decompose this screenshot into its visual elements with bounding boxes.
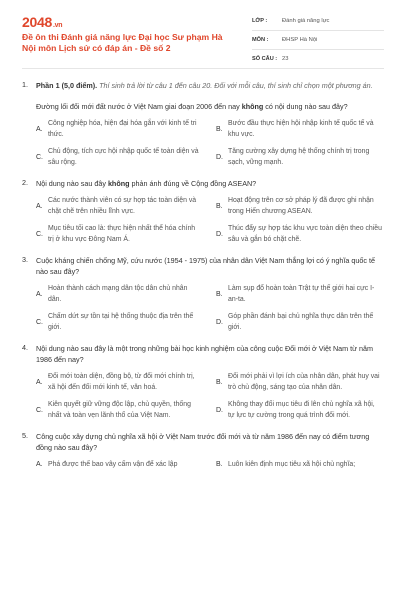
option-text: Không thay đổi mục tiêu đi lên chủ nghĩa xã hội, tự lực tự cường trong quá trình đổi mới. bbox=[228, 401, 375, 419]
option-text: Hoạt động trên cơ sở pháp lý đã được ghi nhận trong Hiến chương ASEAN. bbox=[228, 197, 374, 215]
logo-text: 2048 bbox=[22, 14, 52, 30]
option-a[interactable] bbox=[36, 283, 202, 305]
option-text: Chấm dứt sự tồn tại hệ thống thuộc địa trên thế giới. bbox=[48, 313, 194, 331]
option-text: Đổi mới toàn diện, đồng bộ, từ đổi mới chính trị, xã hội đến đổi mới kinh tế, văn hoá. bbox=[48, 373, 195, 391]
stem-text: phản ánh đúng về Cộng đồng ASEAN? bbox=[129, 179, 257, 188]
meta-label: SỐ CÂU : bbox=[252, 56, 278, 62]
option-text: Hoàn thành cách mạng dân tộc dân chủ nhân dân. bbox=[48, 285, 188, 303]
option-c[interactable] bbox=[36, 311, 202, 333]
options-grid bbox=[36, 118, 382, 168]
question-stem: Cuộc kháng chiến chống Mỹ, cứu nước (1954 - 1975) của nhân dân Việt Nam thắng lợi có ý nghĩa quốc tế nào sau đây? bbox=[36, 256, 375, 276]
option-key: C. bbox=[36, 406, 43, 414]
option-text: Luôn kiên định mục tiêu xã hội chủ nghĩa; bbox=[228, 461, 356, 468]
question-stem: Nội dung nào sau đây là một trong những bài học kinh nghiệm của công cuộc Đổi mới ở Việt Nam từ năm 1986 đến nay? bbox=[36, 344, 373, 364]
options-grid bbox=[36, 371, 382, 421]
stem-text: có nội dung nào sau đây? bbox=[263, 102, 348, 111]
meta-value: 23 bbox=[282, 56, 289, 62]
header-divider bbox=[22, 68, 380, 69]
stem-text: Đường lối đổi mới đất nước ở Việt Nam giai đoạn 2006 đến nay bbox=[36, 102, 242, 111]
option-key: D. bbox=[216, 230, 223, 238]
option-d[interactable] bbox=[216, 311, 382, 333]
header bbox=[0, 0, 400, 66]
question-5 bbox=[22, 431, 382, 470]
option-text: Chủ động, tích cực hội nhập quốc tế toàn diện và sâu rộng. bbox=[48, 148, 199, 166]
stem-text: Nội dung nào sau đây bbox=[36, 179, 108, 188]
option-text: Công nghiệp hóa, hiện đại hóa gắn với kinh tế tri thức. bbox=[48, 120, 197, 138]
option-key: B. bbox=[216, 202, 223, 210]
part-heading bbox=[36, 80, 382, 91]
option-b[interactable] bbox=[216, 283, 382, 305]
meta-label: MÔN : bbox=[252, 37, 269, 43]
option-key: D. bbox=[216, 153, 223, 161]
option-key: B. bbox=[216, 378, 223, 386]
option-text: Bước đầu thực hiện hội nhập kinh tế quốc tế và khu vực. bbox=[228, 120, 374, 138]
option-b[interactable] bbox=[216, 118, 382, 140]
question-2 bbox=[22, 178, 382, 245]
option-d[interactable] bbox=[216, 146, 382, 168]
option-key: B. bbox=[216, 290, 223, 298]
question-number: 1. bbox=[22, 80, 28, 89]
option-b[interactable] bbox=[216, 459, 382, 470]
option-key: C. bbox=[36, 318, 43, 326]
option-a[interactable] bbox=[36, 118, 202, 140]
option-text: Tăng cường xây dựng hệ thống chính trị trong sạch, vững mạnh. bbox=[228, 148, 370, 166]
option-text: Góp phần đánh bại chủ nghĩa thực dân trên thế giới. bbox=[228, 313, 374, 331]
option-key: A. bbox=[36, 461, 43, 468]
meta-row-subject bbox=[252, 31, 384, 50]
question-number: 3. bbox=[22, 255, 28, 264]
option-key: A. bbox=[36, 290, 43, 298]
options-grid bbox=[36, 459, 382, 470]
question-stem: Công cuộc xây dựng chủ nghĩa xã hội ở Việt Nam trước đổi mới và từ năm 1986 đến nay có điểm tương đồng nào sau đây? bbox=[36, 432, 370, 452]
option-d[interactable] bbox=[216, 399, 382, 421]
options-grid bbox=[36, 283, 382, 333]
option-key: B. bbox=[216, 461, 223, 468]
option-text: Đổi mới phải vì lợi ích của nhân dân, phát huy vai trò chủ động, sáng tạo của nhân dân. bbox=[228, 373, 380, 391]
option-key: A. bbox=[36, 202, 43, 210]
logo-suffix: .vn bbox=[52, 22, 63, 29]
meta-label: LỚP : bbox=[252, 18, 268, 24]
question-3 bbox=[22, 255, 382, 333]
option-text: Làm sụp đổ hoàn toàn Trật tự thế giới hai cực I-an-ta. bbox=[228, 285, 375, 303]
stem-emphasis: không bbox=[241, 102, 264, 111]
question-number: 2. bbox=[22, 178, 28, 187]
option-text: Các nước thành viên có sự hợp tác toàn diện và chặt chẽ trên nhiều lĩnh vực. bbox=[48, 197, 197, 215]
question-stem bbox=[36, 101, 382, 112]
part-title: Phần 1 (5,0 điểm). bbox=[36, 81, 98, 90]
meta-row-class bbox=[252, 12, 384, 31]
option-c[interactable] bbox=[36, 146, 202, 168]
options-grid bbox=[36, 195, 382, 245]
stem-emphasis: không bbox=[107, 179, 130, 188]
option-key: C. bbox=[36, 230, 43, 238]
option-a[interactable] bbox=[36, 459, 202, 470]
option-b[interactable] bbox=[216, 195, 382, 217]
option-d[interactable] bbox=[216, 223, 382, 245]
questions-list bbox=[22, 80, 382, 480]
option-a[interactable] bbox=[36, 371, 202, 393]
part-instruction: Thí sinh trả lời từ câu 1 đến câu 20. Đối với mỗi câu, thí sinh chỉ chọn một phương án. bbox=[99, 81, 373, 90]
option-key: D. bbox=[216, 318, 223, 326]
option-c[interactable] bbox=[36, 399, 202, 421]
option-a[interactable] bbox=[36, 195, 202, 217]
option-key: A. bbox=[36, 125, 43, 133]
option-key: B. bbox=[216, 125, 223, 133]
option-text: Phá được thế bao vây cấm vận để xác lập bbox=[48, 461, 178, 468]
option-key: C. bbox=[36, 153, 43, 161]
option-text: Kiên quyết giữ vững độc lập, chủ quyền, thống nhất và toàn vẹn lãnh thổ của Việt Nam. bbox=[48, 401, 191, 419]
option-text: Mục tiêu tối cao là: thực hiện nhất thể hóa chính trị ở khu vực Đông Nam Á. bbox=[48, 225, 196, 243]
option-key: D. bbox=[216, 406, 223, 414]
meta-value: Đánh giá năng lực bbox=[282, 18, 330, 24]
site-logo[interactable] bbox=[22, 14, 62, 30]
option-c[interactable] bbox=[36, 223, 202, 245]
document-title: Đề ôn thi Đánh giá năng lực Đại học Sư phạm Hà Nội môn Lịch sử có đáp án - Đề số 2 bbox=[22, 32, 223, 53]
meta-row-count bbox=[252, 50, 384, 69]
question-number: 5. bbox=[22, 431, 28, 440]
meta-value: ĐHSP Hà Nội bbox=[282, 37, 318, 43]
question-number: 4. bbox=[22, 343, 28, 352]
question-1 bbox=[22, 80, 382, 168]
exam-meta bbox=[252, 12, 384, 69]
question-4 bbox=[22, 343, 382, 421]
option-text: Thúc đẩy sự hợp tác khu vực toàn diện theo chiều sâu và gắn bó chặt chẽ. bbox=[228, 225, 382, 243]
option-b[interactable] bbox=[216, 371, 382, 393]
option-key: A. bbox=[36, 378, 43, 386]
question-stem bbox=[36, 178, 382, 189]
